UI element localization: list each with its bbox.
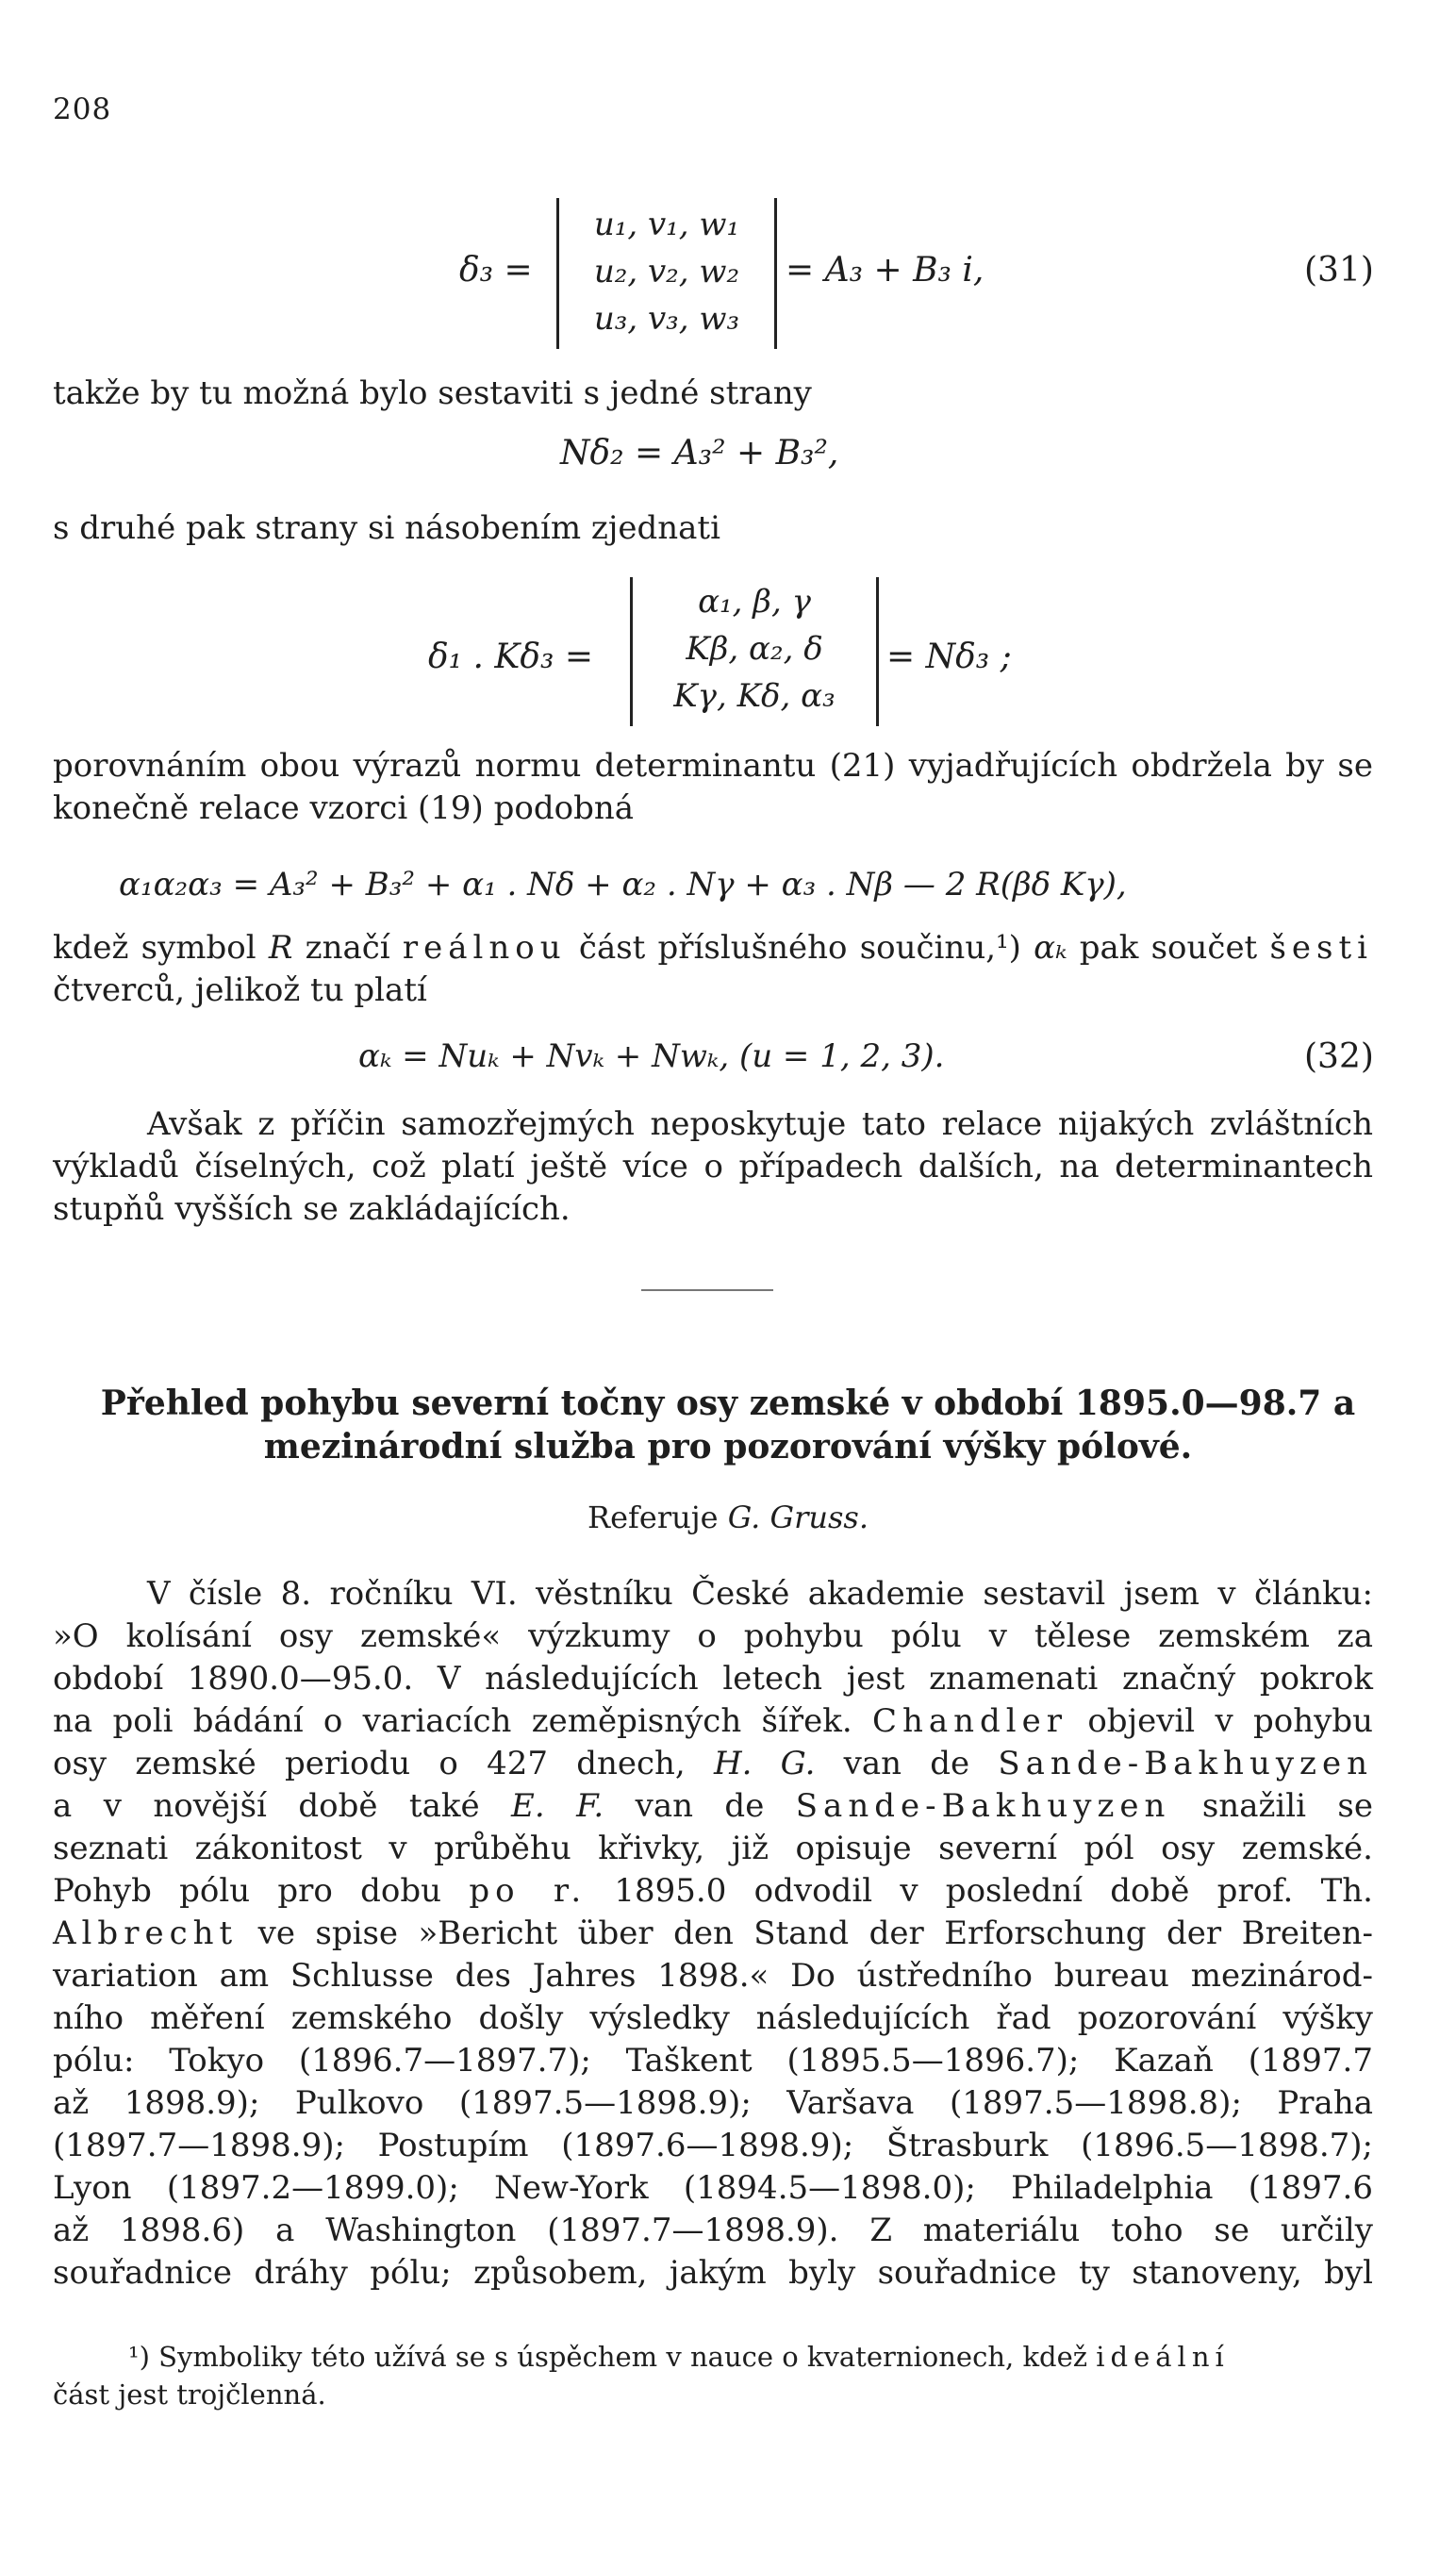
text-run: souřadnice dráhy pólu; způsobem, jakým byly souřadnice ty stanoveny, byl: [53, 2254, 1373, 2292]
text-run: osy zemské periodu o 427 dnech,: [53, 1745, 714, 1782]
byline: [0, 1500, 1456, 1535]
paragraph: porovnáním obou výrazů normu determinantu (21) vyjadřujících obdržela by se konečně relace vzorci (19) podobná: [53, 747, 1373, 827]
equation-31-lhs: δ₃ =: [459, 251, 533, 290]
text-run: na poli bádání o variacích zeměpisných šířek.: [53, 1702, 872, 1740]
text-run: ve spise »Bericht über den Stand der Erforschung der Breiten-: [238, 1914, 1373, 1952]
body-line: [53, 1828, 1373, 1870]
paragraph: [53, 927, 1373, 1012]
body-line: [53, 1997, 1373, 2040]
determinant-2: [630, 577, 879, 726]
equation-32: αₖ = Nuₖ + Nvₖ + Nwₖ, (u = 1, 2, 3).: [358, 1037, 945, 1075]
text-run: objevil v pohybu: [1067, 1702, 1373, 1740]
paragraph: takže by tu možná bylo sestaviti s jedné strany: [53, 374, 812, 412]
spaced-name: po r.: [469, 1872, 587, 1910]
text-run: pólu: Tokyo (1896.7—1897.7); Taškent (1895.5—1896.7); Kazaň (1897.7: [53, 2042, 1373, 2080]
text-run: až 1898.6) a Washington (1897.7—1898.9). Z materiálu toho se určily: [53, 2212, 1373, 2249]
body-line: [53, 1913, 1373, 1955]
text-run: variation am Schlusse des Jahres 1898.« Do ústředního bureau mezinárod-: [53, 1957, 1373, 1995]
equation-relation: α₁α₂α₃ = A₃² + B₃² + α₁ . Nδ + α₂ . Nγ + α₃ . Nβ — 2 R(βδ Kγ),: [119, 866, 1127, 903]
italic-initials: H. G.: [713, 1745, 816, 1782]
equation-number-32: (32): [1304, 1037, 1374, 1076]
text-run: snažili se: [1170, 1787, 1374, 1825]
body-line: [53, 1955, 1373, 1997]
spaced-name: Sande-Bakhuyzen: [998, 1745, 1373, 1782]
text-run: »O kolísání osy zemské« výzkumy o pohybu pólu v tělese zemském za: [53, 1617, 1373, 1655]
body-line: [53, 1700, 1373, 1743]
body-line: [53, 1785, 1373, 1828]
equation-31-rhs: = A₃ + B₃ i,: [786, 251, 984, 290]
text-run: značí: [292, 929, 403, 967]
text-run: pak součet: [1067, 929, 1270, 967]
body-line: [53, 2252, 1373, 2295]
text-run: 1895.0 odvodil v poslední době prof. Th.: [587, 1872, 1373, 1910]
determinant-row: u₃, v₃, w₃: [593, 300, 740, 338]
body-line: [53, 1743, 1373, 1785]
spaced-name: Chandler: [871, 1702, 1068, 1740]
body-line: [53, 2082, 1373, 2125]
paragraph: Avšak z příčin samozřejmých neposkytuje tato relace nijakých zvláštních výkladů číselných, což platí ještě více o případech dalších, na determinantech stupňů vyšších se zakládajících.: [53, 1105, 1373, 1228]
body-line: [53, 1658, 1373, 1700]
paragraph: s druhé pak strany si násobením zjednati: [53, 509, 720, 547]
text-run: van de: [815, 1745, 999, 1782]
italic-initials: E. F.: [511, 1787, 604, 1825]
equation-norm: Nδ₂ = A₃² + B₃²,: [560, 434, 839, 472]
body-line: [53, 1870, 1373, 1913]
spaced-word: reálnou: [402, 929, 567, 967]
body-line: [53, 2125, 1373, 2167]
page-number: 208: [53, 92, 112, 126]
article-title: Přehled pohybu severní točny osy zemské v období 1895.0—98.7 a mezinárodní služba pro pozorování výšky pólové.: [100, 1384, 1356, 1467]
symbol: αₖ: [1034, 929, 1067, 967]
determinant-row: Kβ, α₂, δ: [686, 630, 823, 668]
body-line: [53, 2210, 1373, 2252]
body-line: [53, 1573, 1373, 1616]
text-run: Pohyb pólu pro dobu: [53, 1872, 470, 1910]
body-line: [53, 2040, 1373, 2082]
text-run: a v novější době také: [53, 1787, 512, 1825]
spaced-name: Albrecht: [53, 1914, 239, 1952]
text-run: kdež symbol: [53, 929, 269, 967]
determinant-row: α₁, β, γ: [698, 583, 811, 621]
text-run: van de: [604, 1787, 796, 1825]
footnote-line: část jest trojčlenná.: [53, 2378, 326, 2411]
determinant-row: u₂, v₂, w₂: [593, 253, 740, 290]
text-run: až 1898.9); Pulkovo (1897.5—1898.9); Varšava (1897.5—1898.8); Praha: [53, 2084, 1373, 2122]
footnote-line: [53, 2338, 1403, 2376]
text-run: seznati zákonitost v průběhu křivky, již opisuje severní pól osy zemské.: [53, 1830, 1373, 1867]
article-body: [53, 1573, 1373, 2295]
text-run: Lyon (1897.2—1899.0); New-York (1894.5—1898.0); Philadelphia (1897.6: [53, 2169, 1373, 2207]
text-run: čtverců, jelikož tu platí: [53, 971, 427, 1009]
equation-det2-lhs: δ₁ . Kδ₃ =: [428, 638, 594, 676]
symbol: R: [268, 929, 293, 967]
equation-number-31: (31): [1304, 251, 1374, 290]
spaced-word: šesti: [1269, 929, 1373, 967]
spaced-name: Sande-Bakhuyzen: [795, 1787, 1171, 1825]
text-run: (1897.7—1898.9); Postupím (1897.6—1898.9); Štrasburk (1896.5—1898.7);: [53, 2127, 1373, 2164]
spaced-word: ideální: [1096, 2341, 1230, 2373]
text-run: část příslušného součinu,¹): [566, 929, 1034, 967]
footnote: [53, 2338, 1403, 2413]
byline-prefix: Referuje: [587, 1500, 728, 1535]
equation-det2-rhs: = Nδ₃ ;: [886, 638, 1012, 676]
footnote-text: ¹) Symboliky této užívá se s úspěchem v nauce o kvaternionech, kdež: [128, 2341, 1097, 2373]
text-run: ního měření zemského došly výsledky následujících řad pozorování výšky: [53, 1999, 1373, 2037]
determinant-row: Kγ, Kδ, α₃: [673, 677, 836, 715]
determinant-row: u₁, v₁, w₁: [593, 206, 740, 243]
text-run: V čísle 8. ročníku VI. věstníku České akademie sestavil jsem v článku:: [147, 1575, 1373, 1613]
determinant-31: [556, 198, 777, 349]
body-line: [53, 1616, 1373, 1658]
text-run: období 1890.0—95.0. V následujících letech jest znamenati značný pokrok: [53, 1660, 1373, 1698]
section-divider: [641, 1289, 773, 1291]
body-line: [53, 2167, 1373, 2210]
byline-author: G. Gruss.: [727, 1500, 869, 1535]
